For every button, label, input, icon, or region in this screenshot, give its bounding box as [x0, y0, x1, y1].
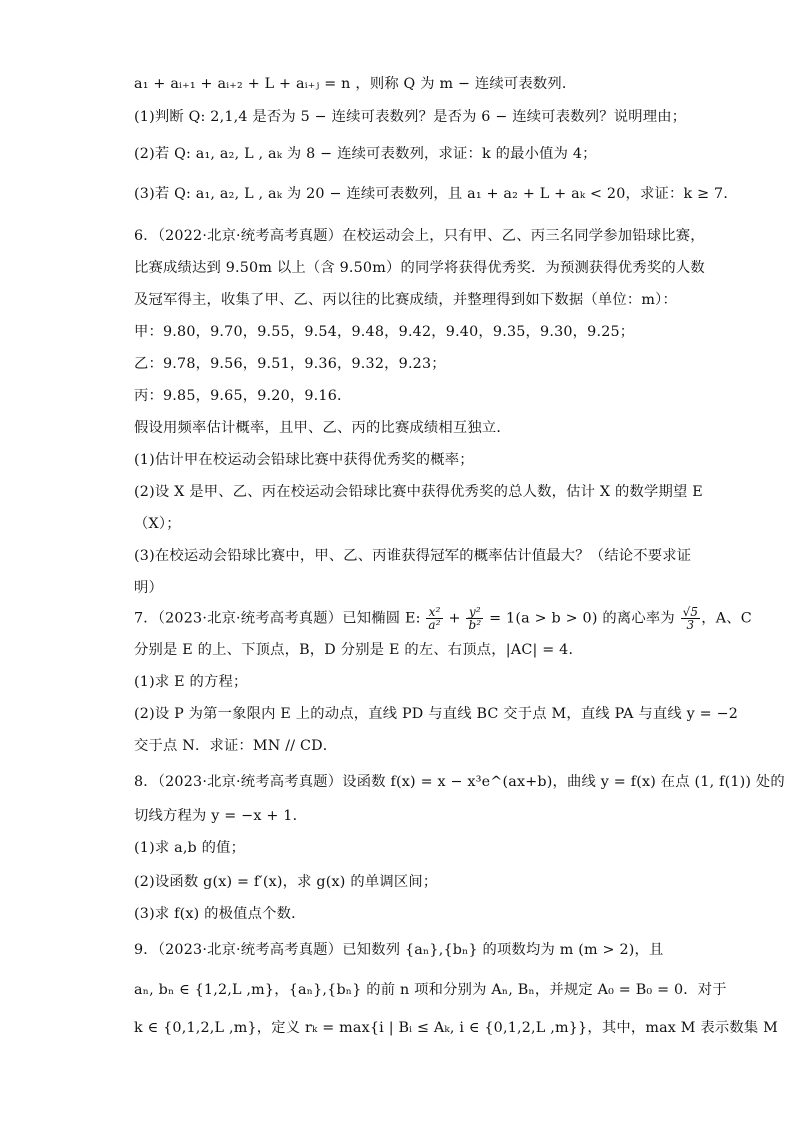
q8-part1: (1)求 a,b 的值； [134, 840, 246, 856]
eccentricity-fraction [681, 606, 701, 631]
q6-data-bing: 丙：9.85，9.65，9.20，9.16． [134, 388, 352, 404]
q9-stem-line3: k ∈ {0,1,2,L ,m}，定义 rₖ = max{i | Bᵢ ≤ Aₖ, i ∈ {0,1,2,L ,m}}，其中，max M 表示数集 M [134, 1020, 778, 1036]
frac2-numerator: y² [466, 606, 483, 619]
q7-prefix: 7．（2023·北京·统考高考真题）已知椭圆 E: [134, 610, 426, 627]
q8-stem-line1: 8．（2023·北京·统考高考真题）设函数 f(x) = x − x³e^(ax+b)，曲线 y = f(x) 在点 (1, f(1)) 处的 [134, 774, 785, 790]
q6-stem-line2: 比赛成绩达到 9.50m 以上（含 9.50m）的同学将获得优秀奖．为预测获得优秀奖的人数 [134, 260, 705, 276]
q9-stem-line1: 9．（2023·北京·统考高考真题）已知数列 {aₙ},{bₙ} 的项数均为 m (m > 2)，且 [134, 942, 664, 958]
q6-data-jia: 甲：9.80，9.70，9.55，9.54，9.48，9.42，9.40，9.35，9.30，9.25； [134, 324, 635, 340]
q6-part1: (1)估计甲在校运动会铅球比赛中获得优秀奖的概率； [134, 452, 474, 468]
ellipse-x-fraction [426, 606, 442, 631]
ecc-numerator: √5 [682, 605, 699, 619]
q6-part3-line1: (3)在校运动会铅球比赛中，甲、乙、丙谁获得冠军的概率估计值最大？（结论不要求证 [134, 548, 692, 564]
q7-plus: + [443, 610, 466, 627]
q6-stem-line1: 6．（2022·北京·统考高考真题）在校运动会上，只有甲、乙、丙三名同学参加铅球比赛， [134, 228, 705, 244]
q7-middle: = 1(a > b > 0) 的离心率为 [484, 610, 680, 627]
frac2-denominator: b² [468, 618, 482, 632]
ellipse-y-fraction [466, 606, 483, 631]
q7-stem-line2: 分别是 E 的上、下顶点，B，D 分别是 E 的左、右顶点，|AC| = 4． [134, 642, 583, 658]
q6-assumption: 假设用频率估计概率，且甲、乙、丙的比赛成绩相互独立． [134, 420, 511, 436]
q6-stem-line3: 及冠军得主，收集了甲、乙、丙以往的比赛成绩，并整理得到如下数据（单位：m）： [134, 292, 677, 308]
q6-part2-line2: （X）； [134, 516, 181, 532]
q5-part2: (2)若 Q: a₁, a₂, L , aₖ 为 8 − 连续可表数列，求证：k 的最小值为 4； [134, 146, 597, 162]
q5-condition-line: a₁ + aᵢ₊₁ + aᵢ₊₂ + L + aᵢ₊ⱼ = n ，则称 Q 为 m − 连续可表数列． [134, 76, 577, 92]
q6-part3-line2: 明） [134, 580, 163, 596]
q6-data-yi: 乙：9.78，9.56，9.51，9.36，9.32，9.23； [134, 356, 446, 372]
ecc-denominator: 3 [686, 618, 695, 632]
q5-part3: (3)若 Q: a₁, a₂, L , aₖ 为 20 − 连续可表数列，且 a₁ + a₂ + L + aₖ < 20，求证：k ≥ 7． [134, 186, 738, 202]
q7-part2-line2: 交于点 N．求证：MN // CD． [134, 738, 338, 754]
q9-stem-line2: aₙ, bₙ ∈ {1,2,L ,m}，{aₙ},{bₙ} 的前 n 项和分别为 Aₙ, Bₙ，并规定 A₀ = B₀ = 0．对于 [134, 982, 727, 998]
q5-part1: (1)判断 Q: 2,1,4 是否为 5 − 连续可表数列？是否为 6 − 连续可表数列？说明理由； [134, 109, 687, 125]
q7-part2-line1: (2)设 P 为第一象限内 E 上的动点，直线 PD 与直线 BC 交于点 M，直线 PA 与直线 y = −2 [134, 706, 739, 722]
q8-part3: (3)求 f(x) 的极值点个数． [134, 906, 306, 922]
q7-suffix: ，A、C [701, 610, 752, 627]
q7-stem-line1 [134, 605, 752, 632]
q7-part1: (1)求 E 的方程； [134, 674, 248, 690]
frac1-numerator: x² [426, 606, 442, 619]
frac1-denominator: a² [428, 618, 441, 632]
q6-part2-line1: (2)设 X 是甲、乙、丙在校运动会铅球比赛中获得优秀奖的总人数，估计 X 的数学期望 E [134, 484, 703, 500]
q8-part2: (2)设函数 g(x) = f′(x)，求 g(x) 的单调区间； [134, 874, 438, 890]
q8-stem-line2: 切线方程为 y = −x + 1． [134, 808, 308, 824]
